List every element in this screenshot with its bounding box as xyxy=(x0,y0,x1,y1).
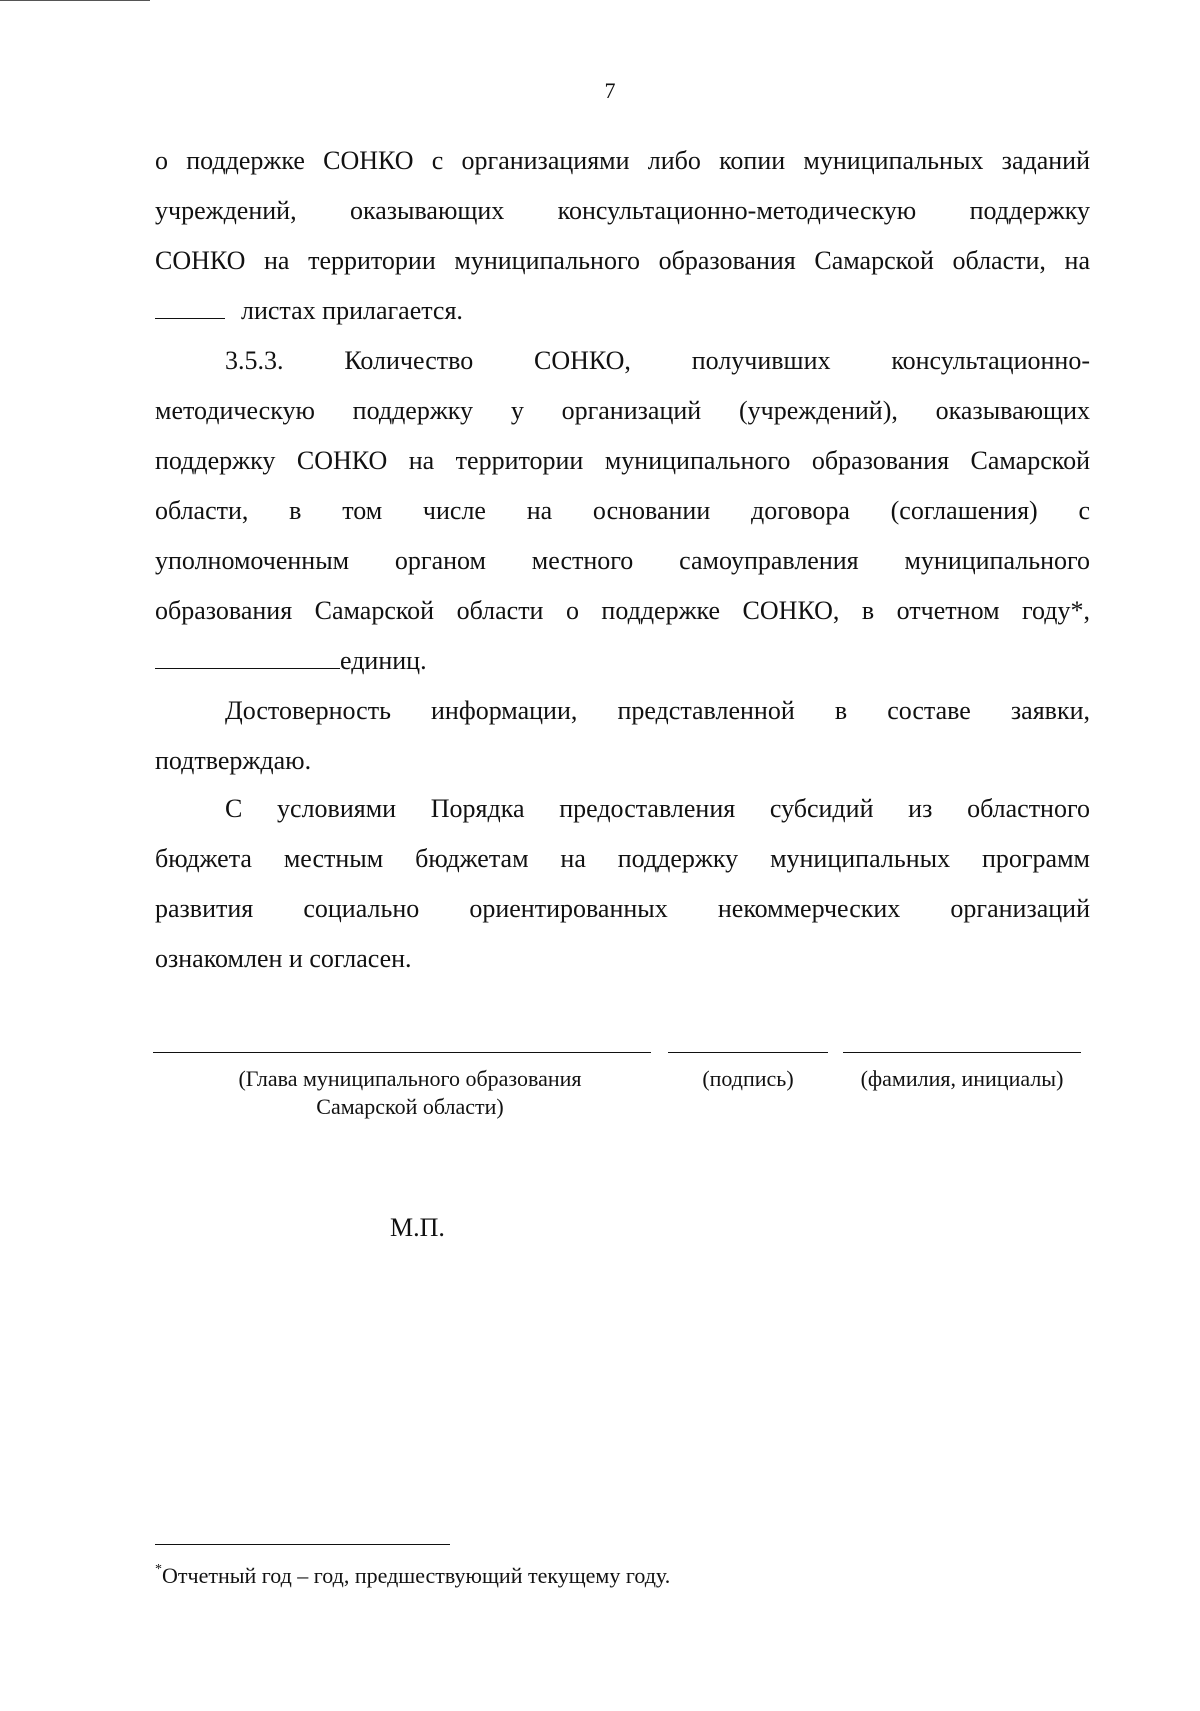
paragraph-line: учреждений, оказывающих консультационно-методическую поддержку xyxy=(155,196,1090,225)
surname-initials-caption: (фамилия, инициалы) xyxy=(860,1066,1064,1091)
stamp-place-label: М.П. xyxy=(390,1213,445,1242)
paragraph-3-5-3 xyxy=(155,336,1090,686)
signature-caption: (подпись) xyxy=(702,1066,794,1091)
page-number: 7 xyxy=(604,78,616,103)
paragraph-line: методическую поддержку у организаций (учреждений), оказывающих xyxy=(155,396,1090,425)
paragraph-confirmation xyxy=(155,686,1090,786)
paragraph-line xyxy=(155,286,1090,336)
paragraph-line: Достоверность информации, представленной в составе заявки, xyxy=(225,696,1090,725)
footnote-rule xyxy=(155,1544,450,1545)
paragraph-line: подтверждаю. xyxy=(155,746,312,775)
head-caption xyxy=(180,1065,640,1121)
head-caption-line: (Глава муниципального образования xyxy=(238,1066,582,1091)
units-text: единиц. xyxy=(340,646,427,675)
head-caption-line: Самарской области) xyxy=(316,1094,504,1119)
paragraph-continued xyxy=(155,136,1090,336)
paragraph-line: области, в том числе на основании договора (соглашения) с xyxy=(155,496,1090,525)
footnote xyxy=(155,1563,670,1589)
paragraph-line: бюджета местным бюджетам на поддержку муниципальных программ xyxy=(155,844,1090,873)
paragraph-line: уполномоченным органом местного самоуправления муниципального xyxy=(155,546,1090,575)
footnote-marker: * xyxy=(155,1562,162,1577)
paragraph-line: 3.5.3. Количество СОНКО, получивших консультационно- xyxy=(225,346,1090,375)
paragraph-line: поддержку СОНКО на территории муниципального образования Самарской xyxy=(155,446,1090,475)
top-edge-rule xyxy=(0,0,150,1)
paragraph-line: ознакомлен и согласен. xyxy=(155,944,412,973)
units-count-blank xyxy=(155,638,340,669)
footnote-text: Отчетный год – год, предшествующий текущему году. xyxy=(162,1563,671,1588)
paragraph-line: образования Самарской области о поддержке СОНКО, в отчетном году*, xyxy=(155,596,1090,625)
paragraph-line: СОНКО на территории муниципального образования Самарской области, на xyxy=(155,246,1090,275)
signature-line xyxy=(668,1052,828,1053)
paragraph-line xyxy=(155,636,1090,686)
paragraph-agreement xyxy=(155,784,1090,984)
paragraph-line: о поддержке СОНКО с организациями либо копии муниципальных заданий xyxy=(155,146,1090,175)
paragraph-line: развития социально ориентированных некоммерческих организаций xyxy=(155,894,1090,923)
head-name-line xyxy=(153,1052,651,1053)
paragraph-line: С условиями Порядка предоставления субсидий из областного xyxy=(225,794,1090,823)
sheets-attached-text: листах прилагается. xyxy=(241,296,463,325)
surname-initials-line xyxy=(843,1052,1081,1053)
sheet-count-blank xyxy=(155,288,225,319)
